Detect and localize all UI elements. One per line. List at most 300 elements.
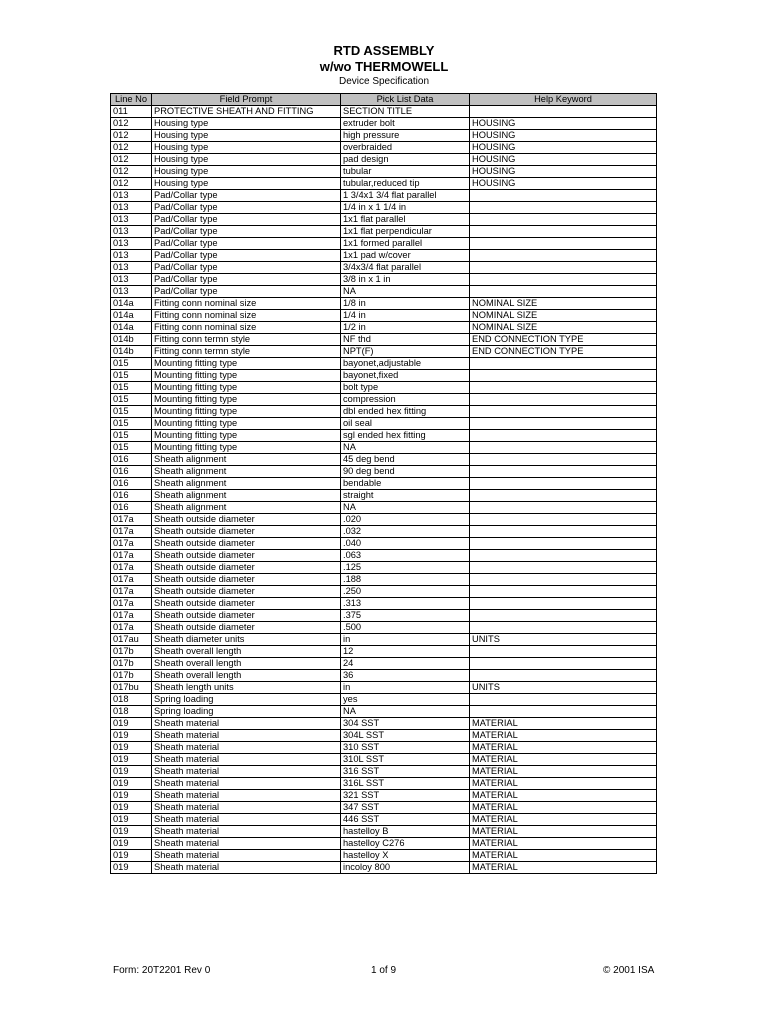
field-prompt-cell: Sheath material — [152, 730, 341, 742]
pick-list-data-cell: SECTION TITLE — [341, 106, 470, 118]
line-no-cell: 017au — [111, 634, 152, 646]
field-prompt-cell: Sheath alignment — [152, 502, 341, 514]
pick-list-data-cell: .188 — [341, 574, 470, 586]
table-row — [111, 154, 657, 166]
pick-list-data-cell: .063 — [341, 550, 470, 562]
field-prompt-cell: Mounting fitting type — [152, 430, 341, 442]
help-keyword-cell: MATERIAL — [470, 862, 657, 874]
field-prompt-cell: Housing type — [152, 130, 341, 142]
line-no-cell: 016 — [111, 502, 152, 514]
line-no-cell: 017a — [111, 622, 152, 634]
table-row — [111, 454, 657, 466]
field-prompt-cell: Sheath material — [152, 838, 341, 850]
field-prompt-cell: Sheath outside diameter — [152, 622, 341, 634]
line-no-cell: 012 — [111, 166, 152, 178]
table-row — [111, 538, 657, 550]
help-keyword-cell — [470, 478, 657, 490]
line-no-cell: 017a — [111, 514, 152, 526]
field-prompt-cell: Housing type — [152, 118, 341, 130]
line-no-cell: 019 — [111, 826, 152, 838]
line-no-cell: 015 — [111, 418, 152, 430]
table-row — [111, 610, 657, 622]
help-keyword-cell — [470, 106, 657, 118]
line-no-cell: 019 — [111, 766, 152, 778]
help-keyword-cell — [470, 526, 657, 538]
help-keyword-cell — [470, 190, 657, 202]
help-keyword-cell — [470, 430, 657, 442]
help-keyword-cell: MATERIAL — [470, 814, 657, 826]
help-keyword-cell — [470, 658, 657, 670]
pick-list-data-cell: .375 — [341, 610, 470, 622]
table-row — [111, 442, 657, 454]
table-row — [111, 382, 657, 394]
pick-list-data-cell: straight — [341, 490, 470, 502]
field-prompt-cell: Sheath outside diameter — [152, 574, 341, 586]
pick-list-data-cell: 3/8 in x 1 in — [341, 274, 470, 286]
pick-list-data-cell: hastelloy B — [341, 826, 470, 838]
help-keyword-cell: MATERIAL — [470, 766, 657, 778]
line-no-cell: 012 — [111, 130, 152, 142]
pick-list-data-cell: hastelloy C276 — [341, 838, 470, 850]
help-keyword-cell: MATERIAL — [470, 718, 657, 730]
table-row — [111, 190, 657, 202]
field-prompt-cell: Pad/Collar type — [152, 262, 341, 274]
line-no-cell: 019 — [111, 802, 152, 814]
field-prompt-cell: Housing type — [152, 142, 341, 154]
pick-list-data-cell: pad design — [341, 154, 470, 166]
table-row — [111, 802, 657, 814]
table-row — [111, 118, 657, 130]
line-no-cell: 013 — [111, 262, 152, 274]
table-row — [111, 682, 657, 694]
pick-list-data-cell: NF thd — [341, 334, 470, 346]
table-row — [111, 862, 657, 874]
help-keyword-cell — [470, 442, 657, 454]
help-keyword-cell: UNITS — [470, 634, 657, 646]
line-no-cell: 017a — [111, 538, 152, 550]
line-no-cell: 015 — [111, 394, 152, 406]
help-keyword-cell — [470, 706, 657, 718]
pick-list-data-cell: 1x1 flat perpendicular — [341, 226, 470, 238]
line-no-cell: 019 — [111, 862, 152, 874]
help-keyword-cell — [470, 598, 657, 610]
pick-list-data-cell: NA — [341, 442, 470, 454]
help-keyword-cell — [470, 394, 657, 406]
pick-list-data-cell: NPT(F) — [341, 346, 470, 358]
field-prompt-cell: Sheath material — [152, 742, 341, 754]
pick-list-data-cell: dbl ended hex fitting — [341, 406, 470, 418]
table-row — [111, 562, 657, 574]
help-keyword-cell — [470, 538, 657, 550]
line-no-cell: 013 — [111, 226, 152, 238]
pick-list-data-cell: extruder bolt — [341, 118, 470, 130]
pick-list-data-cell: 1x1 formed parallel — [341, 238, 470, 250]
table-row — [111, 670, 657, 682]
pick-list-data-cell: 316L SST — [341, 778, 470, 790]
table-row — [111, 274, 657, 286]
column-header-help-keyword: Help Keyword — [470, 94, 657, 106]
table-row — [111, 166, 657, 178]
help-keyword-cell — [470, 406, 657, 418]
pick-list-data-cell: hastelloy X — [341, 850, 470, 862]
help-keyword-cell — [470, 514, 657, 526]
pick-list-data-cell: 3/4x3/4 flat parallel — [341, 262, 470, 274]
column-header-pick-list-data: Pick List Data — [341, 94, 470, 106]
pick-list-data-cell: .125 — [341, 562, 470, 574]
pick-list-data-cell: .032 — [341, 526, 470, 538]
field-prompt-cell: Sheath outside diameter — [152, 598, 341, 610]
pick-list-data-cell: 316 SST — [341, 766, 470, 778]
pick-list-data-cell: 1/8 in — [341, 298, 470, 310]
table-row — [111, 778, 657, 790]
line-no-cell: 019 — [111, 778, 152, 790]
table-row — [111, 226, 657, 238]
line-no-cell: 019 — [111, 718, 152, 730]
line-no-cell: 017b — [111, 670, 152, 682]
pick-list-data-cell: compression — [341, 394, 470, 406]
field-prompt-cell: Housing type — [152, 166, 341, 178]
field-prompt-cell: Fitting conn termn style — [152, 334, 341, 346]
pick-list-data-cell: oil seal — [341, 418, 470, 430]
field-prompt-cell: Sheath diameter units — [152, 634, 341, 646]
help-keyword-cell — [470, 202, 657, 214]
help-keyword-cell: MATERIAL — [470, 826, 657, 838]
field-prompt-cell: Fitting conn nominal size — [152, 322, 341, 334]
line-no-cell: 018 — [111, 706, 152, 718]
help-keyword-cell: END CONNECTION TYPE — [470, 334, 657, 346]
help-keyword-cell: MATERIAL — [470, 838, 657, 850]
column-header-field-prompt: Field Prompt — [152, 94, 341, 106]
pick-list-data-cell: 304L SST — [341, 730, 470, 742]
table-row — [111, 418, 657, 430]
pick-list-data-cell: in — [341, 682, 470, 694]
pick-list-data-cell: NA — [341, 706, 470, 718]
help-keyword-cell — [470, 586, 657, 598]
help-keyword-cell: MATERIAL — [470, 754, 657, 766]
pick-list-data-cell: 1 3/4x1 3/4 flat parallel — [341, 190, 470, 202]
help-keyword-cell — [470, 226, 657, 238]
help-keyword-cell: HOUSING — [470, 178, 657, 190]
line-no-cell: 012 — [111, 118, 152, 130]
line-no-cell: 015 — [111, 370, 152, 382]
table-row — [111, 346, 657, 358]
line-no-cell: 017a — [111, 610, 152, 622]
field-prompt-cell: Sheath alignment — [152, 490, 341, 502]
pick-list-data-cell: .020 — [341, 514, 470, 526]
table-row — [111, 466, 657, 478]
table-row — [111, 142, 657, 154]
field-prompt-cell: Pad/Collar type — [152, 274, 341, 286]
field-prompt-cell: Sheath material — [152, 814, 341, 826]
pick-list-data-cell: 24 — [341, 658, 470, 670]
table-row — [111, 502, 657, 514]
pick-list-data-cell: .313 — [341, 598, 470, 610]
document-subtitle: Device Specification — [338, 76, 430, 87]
table-row — [111, 634, 657, 646]
table-body — [111, 106, 657, 874]
help-keyword-cell — [470, 550, 657, 562]
pick-list-data-cell: 1x1 flat parallel — [341, 214, 470, 226]
table-row — [111, 658, 657, 670]
table-row — [111, 178, 657, 190]
help-keyword-cell: NOMINAL SIZE — [470, 298, 657, 310]
table-row — [111, 298, 657, 310]
help-keyword-cell: UNITS — [470, 682, 657, 694]
line-no-cell: 019 — [111, 730, 152, 742]
pick-list-data-cell: in — [341, 634, 470, 646]
table-row — [111, 826, 657, 838]
field-prompt-cell: Sheath overall length — [152, 658, 341, 670]
pick-list-data-cell: tubular,reduced tip — [341, 178, 470, 190]
line-no-cell: 015 — [111, 430, 152, 442]
table-row — [111, 130, 657, 142]
pick-list-data-cell: tubular — [341, 166, 470, 178]
field-prompt-cell: Mounting fitting type — [152, 370, 341, 382]
line-no-cell: 019 — [111, 742, 152, 754]
help-keyword-cell — [470, 646, 657, 658]
table-row — [111, 202, 657, 214]
pick-list-data-cell: 446 SST — [341, 814, 470, 826]
table-row — [111, 370, 657, 382]
pick-list-data-cell: 310L SST — [341, 754, 470, 766]
help-keyword-cell — [470, 670, 657, 682]
field-prompt-cell: Pad/Collar type — [152, 286, 341, 298]
field-prompt-cell: Spring loading — [152, 706, 341, 718]
line-no-cell: 018 — [111, 694, 152, 706]
table-row — [111, 358, 657, 370]
help-keyword-cell — [470, 694, 657, 706]
table-row — [111, 310, 657, 322]
field-prompt-cell: Pad/Collar type — [152, 226, 341, 238]
line-no-cell: 019 — [111, 850, 152, 862]
line-no-cell: 016 — [111, 490, 152, 502]
help-keyword-cell: MATERIAL — [470, 742, 657, 754]
field-prompt-cell: Sheath outside diameter — [152, 586, 341, 598]
line-no-cell: 014a — [111, 310, 152, 322]
line-no-cell: 019 — [111, 790, 152, 802]
field-prompt-cell: Sheath material — [152, 766, 341, 778]
help-keyword-cell — [470, 454, 657, 466]
help-keyword-cell: MATERIAL — [470, 730, 657, 742]
table-row — [111, 322, 657, 334]
field-prompt-cell: Sheath overall length — [152, 670, 341, 682]
pick-list-data-cell: bayonet,fixed — [341, 370, 470, 382]
field-prompt-cell: Sheath outside diameter — [152, 514, 341, 526]
line-no-cell: 019 — [111, 814, 152, 826]
line-no-cell: 017a — [111, 598, 152, 610]
pick-list-data-cell: 347 SST — [341, 802, 470, 814]
pick-list-data-cell: .040 — [341, 538, 470, 550]
line-no-cell: 017a — [111, 562, 152, 574]
specification-table — [110, 93, 657, 874]
table-row — [111, 490, 657, 502]
field-prompt-cell: Sheath outside diameter — [152, 526, 341, 538]
line-no-cell: 017a — [111, 586, 152, 598]
table-row — [111, 262, 657, 274]
field-prompt-cell: Mounting fitting type — [152, 394, 341, 406]
document-header — [0, 43, 768, 89]
field-prompt-cell: PROTECTIVE SHEATH AND FITTING — [152, 106, 341, 118]
line-no-cell: 017b — [111, 658, 152, 670]
help-keyword-cell — [470, 382, 657, 394]
help-keyword-cell: MATERIAL — [470, 778, 657, 790]
line-no-cell: 013 — [111, 190, 152, 202]
field-prompt-cell: Sheath length units — [152, 682, 341, 694]
page-footer — [0, 965, 768, 977]
line-no-cell: 013 — [111, 274, 152, 286]
table-row — [111, 646, 657, 658]
pick-list-data-cell: 310 SST — [341, 742, 470, 754]
table-row — [111, 586, 657, 598]
help-keyword-cell — [470, 610, 657, 622]
pick-list-data-cell: 1/4 in x 1 1/4 in — [341, 202, 470, 214]
line-no-cell: 013 — [111, 214, 152, 226]
line-no-cell: 012 — [111, 142, 152, 154]
table-header-row — [111, 94, 657, 106]
table-row — [111, 514, 657, 526]
help-keyword-cell: MATERIAL — [470, 802, 657, 814]
line-no-cell: 013 — [111, 286, 152, 298]
table-row — [111, 394, 657, 406]
line-no-cell: 012 — [111, 178, 152, 190]
table-row — [111, 694, 657, 706]
field-prompt-cell: Fitting conn termn style — [152, 346, 341, 358]
line-no-cell: 019 — [111, 754, 152, 766]
help-keyword-cell: NOMINAL SIZE — [470, 310, 657, 322]
table-row — [111, 286, 657, 298]
table-row — [111, 406, 657, 418]
field-prompt-cell: Housing type — [152, 178, 341, 190]
table-row — [111, 622, 657, 634]
table-row — [111, 790, 657, 802]
table-row — [111, 730, 657, 742]
field-prompt-cell: Mounting fitting type — [152, 442, 341, 454]
table-row — [111, 214, 657, 226]
help-keyword-cell: NOMINAL SIZE — [470, 322, 657, 334]
field-prompt-cell: Spring loading — [152, 694, 341, 706]
field-prompt-cell: Fitting conn nominal size — [152, 298, 341, 310]
field-prompt-cell: Housing type — [152, 154, 341, 166]
help-keyword-cell — [470, 262, 657, 274]
pick-list-data-cell: 1x1 pad w/cover — [341, 250, 470, 262]
line-no-cell: 014b — [111, 334, 152, 346]
field-prompt-cell: Sheath material — [152, 850, 341, 862]
pick-list-data-cell: overbraided — [341, 142, 470, 154]
pick-list-data-cell: 90 deg bend — [341, 466, 470, 478]
table-row — [111, 850, 657, 862]
field-prompt-cell: Sheath material — [152, 754, 341, 766]
line-no-cell: 015 — [111, 442, 152, 454]
field-prompt-cell: Fitting conn nominal size — [152, 310, 341, 322]
line-no-cell: 014b — [111, 346, 152, 358]
line-no-cell: 014a — [111, 322, 152, 334]
table-row — [111, 478, 657, 490]
table-row — [111, 238, 657, 250]
field-prompt-cell: Mounting fitting type — [152, 418, 341, 430]
table-row — [111, 430, 657, 442]
line-no-cell: 012 — [111, 154, 152, 166]
help-keyword-cell: HOUSING — [470, 166, 657, 178]
field-prompt-cell: Sheath material — [152, 862, 341, 874]
help-keyword-cell — [470, 502, 657, 514]
table-row — [111, 574, 657, 586]
line-no-cell: 013 — [111, 250, 152, 262]
help-keyword-cell: HOUSING — [470, 154, 657, 166]
field-prompt-cell: Sheath material — [152, 790, 341, 802]
field-prompt-cell: Sheath outside diameter — [152, 610, 341, 622]
help-keyword-cell: MATERIAL — [470, 790, 657, 802]
help-keyword-cell — [470, 418, 657, 430]
field-prompt-cell: Pad/Collar type — [152, 202, 341, 214]
field-prompt-cell: Sheath alignment — [152, 454, 341, 466]
pick-list-data-cell: NA — [341, 502, 470, 514]
pick-list-data-cell: NA — [341, 286, 470, 298]
help-keyword-cell: MATERIAL — [470, 850, 657, 862]
help-keyword-cell — [470, 238, 657, 250]
help-keyword-cell — [470, 370, 657, 382]
pick-list-data-cell: bolt type — [341, 382, 470, 394]
line-no-cell: 013 — [111, 238, 152, 250]
help-keyword-cell — [470, 562, 657, 574]
pick-list-data-cell: high pressure — [341, 130, 470, 142]
help-keyword-cell — [470, 466, 657, 478]
column-header-line-no: Line No — [111, 94, 152, 106]
field-prompt-cell: Mounting fitting type — [152, 358, 341, 370]
field-prompt-cell: Sheath material — [152, 802, 341, 814]
table-row — [111, 706, 657, 718]
line-no-cell: 015 — [111, 382, 152, 394]
help-keyword-cell — [470, 286, 657, 298]
copyright-notice: © 2001 ISA — [603, 965, 655, 976]
pick-list-data-cell: 321 SST — [341, 790, 470, 802]
field-prompt-cell: Sheath alignment — [152, 478, 341, 490]
pick-list-data-cell: sgl ended hex fitting — [341, 430, 470, 442]
line-no-cell: 017bu — [111, 682, 152, 694]
help-keyword-cell: END CONNECTION TYPE — [470, 346, 657, 358]
help-keyword-cell: HOUSING — [470, 130, 657, 142]
line-no-cell: 019 — [111, 838, 152, 850]
line-no-cell: 017a — [111, 526, 152, 538]
table-row — [111, 598, 657, 610]
line-no-cell: 016 — [111, 466, 152, 478]
pick-list-data-cell: .250 — [341, 586, 470, 598]
pick-list-data-cell: 1/4 in — [341, 310, 470, 322]
table-row — [111, 838, 657, 850]
field-prompt-cell: Sheath material — [152, 718, 341, 730]
help-keyword-cell: HOUSING — [470, 142, 657, 154]
field-prompt-cell: Sheath outside diameter — [152, 538, 341, 550]
field-prompt-cell: Sheath material — [152, 778, 341, 790]
field-prompt-cell: Sheath alignment — [152, 466, 341, 478]
field-prompt-cell: Pad/Collar type — [152, 190, 341, 202]
help-keyword-cell — [470, 574, 657, 586]
help-keyword-cell — [470, 214, 657, 226]
line-no-cell: 015 — [111, 358, 152, 370]
pick-list-data-cell: bendable — [341, 478, 470, 490]
pick-list-data-cell: 12 — [341, 646, 470, 658]
pick-list-data-cell: 36 — [341, 670, 470, 682]
table-row — [111, 742, 657, 754]
line-no-cell: 016 — [111, 454, 152, 466]
field-prompt-cell: Sheath overall length — [152, 646, 341, 658]
help-keyword-cell — [470, 490, 657, 502]
table-row — [111, 814, 657, 826]
line-no-cell: 011 — [111, 106, 152, 118]
pick-list-data-cell: 45 deg bend — [341, 454, 470, 466]
table-row — [111, 718, 657, 730]
line-no-cell: 016 — [111, 478, 152, 490]
pick-list-data-cell: bayonet,adjustable — [341, 358, 470, 370]
